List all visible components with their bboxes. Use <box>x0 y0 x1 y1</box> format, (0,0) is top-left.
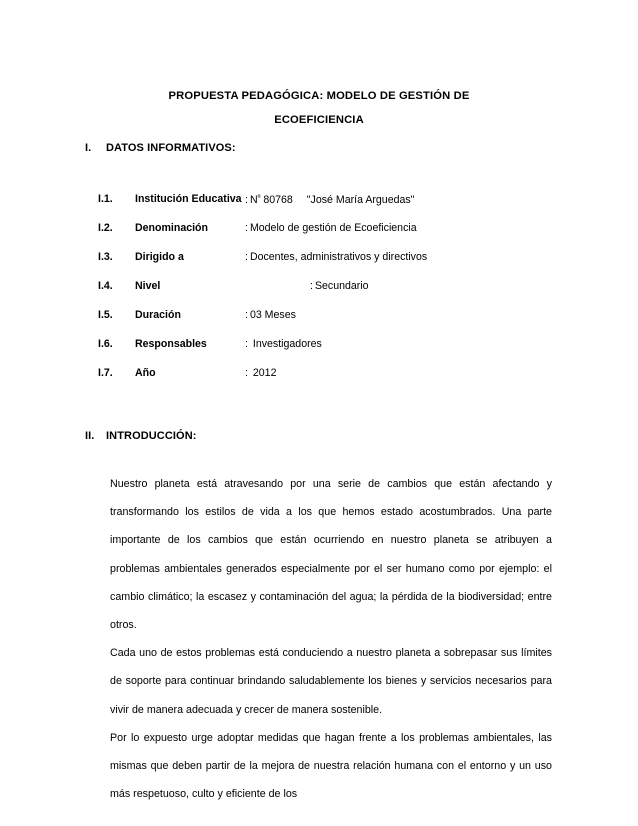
list-item <box>98 251 558 280</box>
item-number: I.6. <box>98 338 113 350</box>
item-value: : $N^º$ 80768 "José María Arguedas" <box>245 193 415 207</box>
item-separator: : <box>245 222 248 234</box>
page-title-line-2: ECOEFICIENCIA <box>274 114 364 126</box>
section-number: I. <box>85 142 92 154</box>
item-separator: : <box>245 194 248 207</box>
section-title: DATOS INFORMATIVOS: <box>106 142 236 154</box>
item-value-text: Docentes, administrativos y directivos <box>249 251 428 263</box>
item-separator: : <box>245 309 248 321</box>
item-label: Responsables <box>135 338 207 350</box>
item-label: Duración <box>135 309 181 321</box>
list-item <box>98 309 558 338</box>
item-value-extra: "José María Arguedas" <box>306 194 415 207</box>
item-number: I.2. <box>98 222 113 234</box>
item-separator: : <box>245 367 248 379</box>
paragraph: Por lo expuesto urge adoptar medidas que hagan frente a los problemas ambientales, las mismas que deben partir de la mejora de nuestra relación humana con el entorno y un uso más respetuoso, culto y eficiente de los <box>110 731 552 801</box>
item-value-text: Modelo de gestión de Ecoeficiencia <box>249 222 417 234</box>
page-title <box>85 84 553 132</box>
item-separator: : <box>245 338 248 350</box>
item-value <box>245 251 427 263</box>
list-item <box>98 338 558 367</box>
item-value-text: 2012 <box>249 367 277 379</box>
item-value-text: Secundario <box>314 280 369 292</box>
section-title: INTRODUCCIÓN: <box>106 430 197 442</box>
item-label: Denominación <box>135 222 208 234</box>
item-value-text: Investigadores <box>249 338 322 350</box>
item-separator: : <box>245 251 248 263</box>
section-heading-introduccion <box>85 430 197 442</box>
item-value <box>245 367 276 379</box>
introduccion-body <box>110 470 552 808</box>
item-value <box>245 309 296 321</box>
list-item <box>98 367 558 396</box>
list-item <box>98 193 558 222</box>
item-number: I.3. <box>98 251 113 263</box>
paragraph: Cada uno de estos problemas está conduciendo a nuestro planeta a sobrepasar sus límites de soporte para continuar brindando saludablemente los bienes y servicios necesarios para vivir de manera adecuada y crecer de manera sostenible. <box>110 647 552 716</box>
section-heading-datos-informativos <box>85 142 236 154</box>
item-value <box>245 338 322 350</box>
item-number: I.7. <box>98 367 113 379</box>
item-value <box>310 280 369 292</box>
ordinal-indicator: º <box>257 193 261 202</box>
paragraph: Nuestro planeta está atravesando por una serie de cambios que están afectando y transformando los estilos de vida a los que hemos estado acostumbrados. Una parte importante de los cambios que están ocurriendo en nuestro planeta se atribuyen a problemas ambientales generados especialmente por el ser humano como por ejemplo: el cambio climático; la escasez y contaminación del agua; la pérdida de la biodiversidad; entre otros. <box>110 478 552 632</box>
page-title-line-1: PROPUESTA PEDAGÓGICA: MODELO DE GESTIÓN DE <box>168 90 470 102</box>
section-number: II. <box>85 430 95 442</box>
list-item <box>98 280 558 309</box>
item-number: I.1. <box>98 193 113 205</box>
item-number: I.4. <box>98 280 113 292</box>
item-number: I.5. <box>98 309 113 321</box>
item-separator: : <box>310 280 313 292</box>
item-label: Nivel <box>135 280 161 292</box>
item-value-text: 03 Meses <box>249 309 296 321</box>
item-label: Año <box>135 367 156 379</box>
item-label: Institución Educativa <box>135 193 242 205</box>
datos-informativos-list <box>98 193 558 396</box>
item-value <box>245 222 417 234</box>
list-item <box>98 222 558 251</box>
item-label: Dirigido a <box>135 251 184 263</box>
